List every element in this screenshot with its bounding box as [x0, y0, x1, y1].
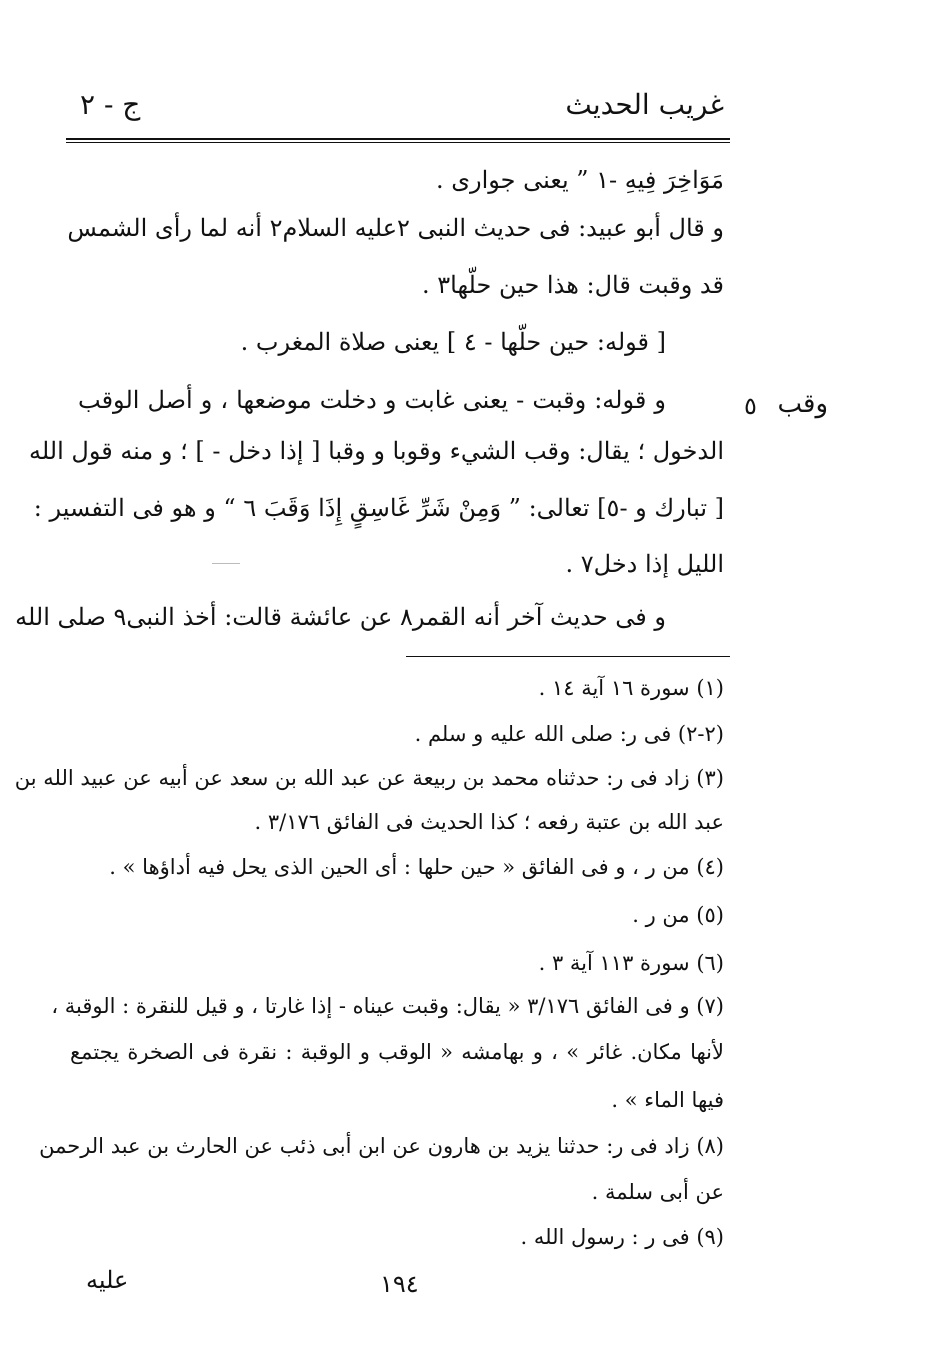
body-line: الليل إذا دخل٧ .: [565, 550, 724, 578]
catchword: عليه: [86, 1266, 129, 1294]
body-line: [ تبارك و -٥] تعالى: ” وَمِنْ شَرِّ غَاسِقٍ إِذَا وَقَبَ ٦ “ و هو فى التفسير :: [33, 494, 724, 522]
footnote: (٤) من ر ، و فى الفائق « حين حلها : أى الحين الذى يحل فيه أداؤها » .: [109, 855, 724, 879]
body-line: و فى حديث آخر أنه القمر٨ عن عائشة قالت: أخذ النبى٩ صلى الله: [15, 603, 666, 631]
footnote-continued: عن أبى سلمة .: [591, 1180, 724, 1204]
volume-label: ج - ٢: [80, 88, 141, 121]
margin-line-number: ٥: [744, 392, 757, 420]
footnote-continued: فيها الماء » .: [611, 1088, 724, 1112]
running-title: غريب الحديث: [565, 88, 724, 121]
footnote-continued: عبد الله بن عتبة رفعه ؛ كذا الحديث فى الفائق ٣/١٧٦ .: [254, 810, 724, 834]
body-line: قد وقبت قال: هذا حين حلّها٣ .: [422, 271, 724, 299]
body-line: مَوَاخِرَ فِيهِ -١ ” يعنى جوارى .: [435, 166, 724, 194]
page-number: ١٩٤: [380, 1270, 419, 1298]
footnote: (٧) و فى الفائق ٣/١٧٦ « يقال: وقبت عيناه - إذا غارتا ، و قيل للنقرة : الوقبة ،: [51, 994, 724, 1018]
footnote: (٢-٢) فى ر: صلى الله عليه و سلم .: [414, 722, 724, 746]
body-line: و قوله: وقبت - يعنى غابت و دخلت موضعها ، و أصل الوقب: [78, 386, 666, 414]
footnote: (١) سورة ١٦ آية ١٤ .: [538, 676, 724, 700]
body-line: الدخول ؛ يقال: وقب الشيء وقوبا و وقبا [ إذا دخل - ] ؛ و منه قول الله: [28, 437, 724, 465]
footnote-rule: [406, 656, 730, 657]
footnote-continued: لأنها مكان. غائر » ، و بهامشه « الوقب و الوقبة : نقرة فى الصخرة يجتمع: [70, 1040, 724, 1064]
footnote: (٩) فى ر : رسول الله .: [520, 1225, 724, 1249]
stray-mark: [212, 563, 240, 564]
header-rule: [66, 138, 730, 143]
body-line: و قال أبو عبيد: فى حديث النبى ٢عليه السلام٢ أنه لما رأى الشمس: [67, 214, 724, 242]
footnote: (٦) سورة ١١٣ آية ٣ .: [538, 951, 724, 975]
footnote: (٨) زاد فى ر: حدثنا يزيد بن هارون عن ابن أبى ذئب عن الحارث بن عبد الرحمن: [39, 1134, 724, 1158]
footnote: (٥) من ر .: [632, 903, 724, 927]
footnote: (٣) زاد فى ر: حدثناه محمد بن ربيعة عن عبد الله بن سعد عن أبيه عن عبيد الله بن: [14, 766, 724, 790]
body-line: [ قوله: حين حلّها - ٤ ] يعنى صلاة المغرب .: [240, 328, 666, 356]
margin-headword: وقب: [777, 389, 828, 419]
